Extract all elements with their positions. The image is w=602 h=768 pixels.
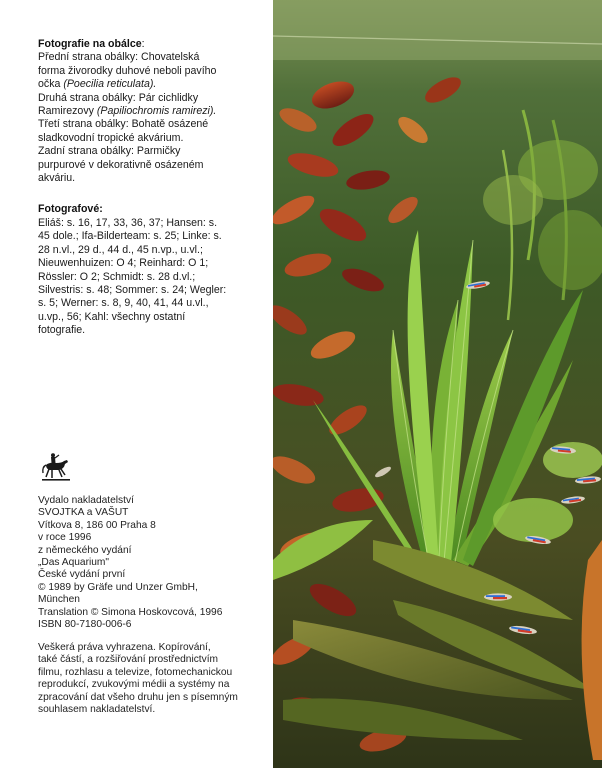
cover-photos-heading-colon: :	[141, 38, 145, 50]
photographer-credit-line: Eliáš: s. 16, 17, 33, 36, 37; Hansen: s.	[38, 216, 218, 229]
cover-photo-line-text: Zadní strana obálky: Parmičky	[38, 145, 181, 158]
cover-photo-line	[38, 78, 263, 91]
cover-photo-line-text: sladkovodní tropické akvárium.	[38, 131, 184, 144]
cover-photo-line	[38, 172, 263, 185]
rights-line: reprodukcí, zvukovými médii a systémy na	[38, 679, 230, 691]
photographer-credit-line: s. 5; Werner: s. 8, 9, 40, 41, 44 u.vl.,	[38, 297, 209, 310]
cover-photo-line-text: Přední strana obálky: Chovatelská	[38, 51, 200, 64]
species-name: (Poecilia reticulata).	[63, 78, 157, 91]
cover-photos-lines	[38, 51, 263, 185]
photographer-credit-line: Rössler: O 2; Schmidt: s. 28 d.vl.;	[38, 270, 196, 283]
photographers-lines	[38, 217, 263, 338]
cover-photo-line-text: očka	[38, 78, 64, 91]
cover-photo-line	[38, 65, 263, 78]
photographer-credit-line: Nieuwenhuizen: O 4; Reinhard: O 1;	[38, 257, 209, 270]
imprint-line: v roce 1996	[38, 532, 92, 544]
imprint-line: „Das Aquarium"	[38, 557, 109, 569]
aquarium-photo	[273, 0, 602, 768]
cover-photo-line	[38, 51, 263, 64]
rights-line: Veškerá práva vyhrazena. Kopírování,	[38, 642, 211, 653]
cover-photo-line-text: forma živorodky duhové neboli pavího	[38, 64, 217, 77]
cover-photos-section	[38, 38, 263, 185]
photographer-credit-line: u.vp., 56; Kahl: všechny ostatní	[38, 310, 186, 323]
cover-photo-line-text: purpurové v dekorativně osázeném	[38, 158, 204, 171]
aquarium-plants-image	[273, 0, 602, 768]
photographer-credit-line: Silvestris: s. 48; Sommer: s. 24; Wegler:	[38, 283, 227, 296]
cover-photos-heading	[38, 38, 263, 51]
credits-column	[38, 38, 263, 338]
horse-rider-logo-icon	[40, 452, 72, 482]
imprint-line: Vítkova 8, 186 00 Praha 8	[38, 519, 156, 531]
imprint-line: ISBN 80-7180-006-6	[38, 619, 132, 631]
rights-line: také částí, a rozšiřování prostřednictvím	[38, 654, 219, 666]
imprint-line: © 1989 by Gräfe und Unzer GmbH,	[38, 581, 198, 593]
imprint-line: Vydalo nakladatelství	[38, 495, 134, 506]
cover-photo-line-text: Druhá strana obálky: Pár cichlidky	[38, 91, 199, 104]
rights-notice	[38, 642, 263, 716]
cover-photo-line	[38, 132, 263, 145]
photographers-section	[38, 203, 263, 337]
cover-photo-line	[38, 159, 263, 172]
cover-photo-line-text: Ramirezovy	[38, 105, 97, 118]
photographer-credit-line: 45 dole.; Ifa-Bilderteam: s. 25; Linke: s.	[38, 230, 222, 243]
cover-photos-heading-text: Fotografie na obálce	[38, 38, 142, 50]
imprint-line: České vydání první	[38, 569, 126, 581]
cover-photo-line-text: akváriu.	[38, 172, 76, 185]
imprint-line: z německého vydání	[38, 544, 132, 556]
cover-photo-line	[38, 145, 263, 158]
rights-line: zpracování dat všeho druhu jen s písemným	[38, 691, 238, 703]
photographers-heading: Fotografové:	[38, 203, 103, 216]
rights-line: souhlasem nakladatelství.	[38, 704, 156, 716]
cover-photo-line-text: Třetí strana obálky: Bohatě osázené	[38, 118, 209, 131]
photographer-credit-line: fotografie.	[38, 324, 86, 337]
imprint-line: München	[38, 594, 80, 606]
species-name: (Papiliochromis ramirezi).	[96, 105, 217, 118]
cover-photo-line	[38, 105, 263, 118]
cover-photo-line	[38, 92, 263, 105]
cover-photo-line	[38, 118, 263, 131]
rights-line: filmu, rozhlasu a televize, fotomechanickou	[38, 666, 233, 678]
imprint-line: Translation © Simona Hoskovcová, 1996	[38, 606, 223, 618]
photographer-credit-line: 28 n.vl., 29 d., 44 d., 45 n.vp., u.vl.;	[38, 243, 203, 256]
imprint-line: SVOJTKA a VAŠUT	[38, 507, 129, 519]
imprint-block	[38, 495, 263, 631]
